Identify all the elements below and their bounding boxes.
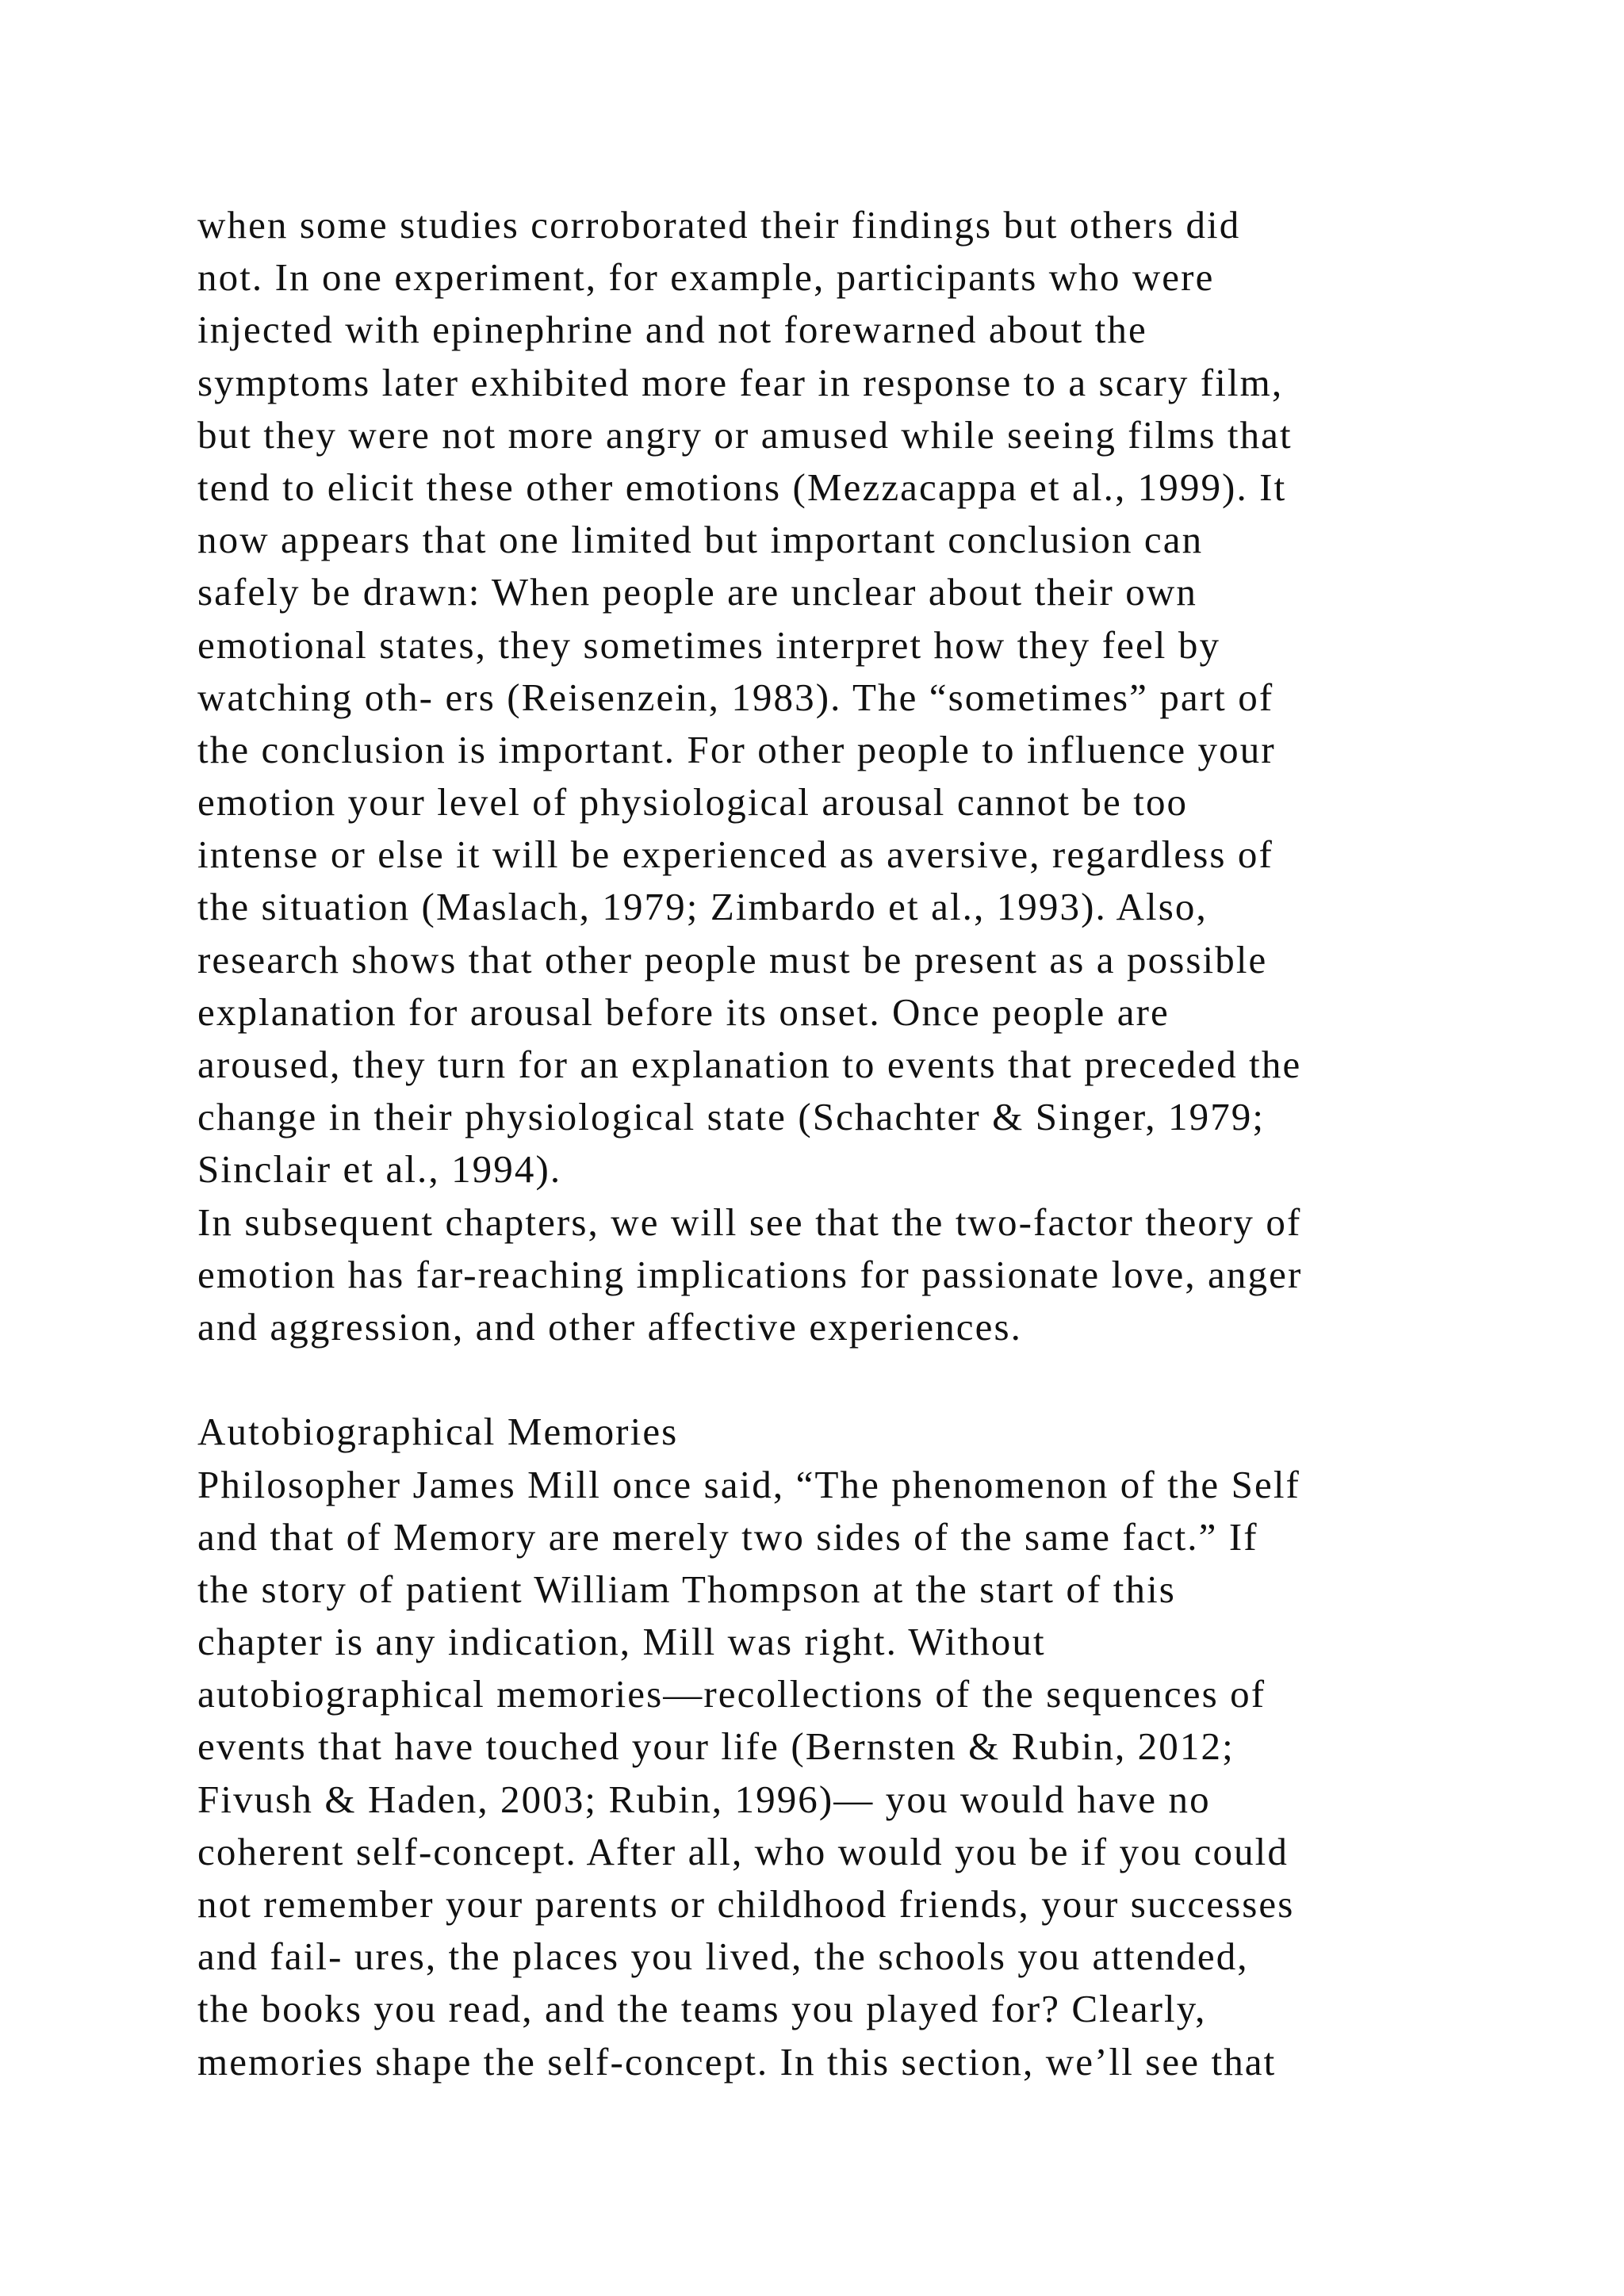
text-line: Sinclair et al., 1994). — [197, 1147, 562, 1192]
text-line: Philosopher James Mill once said, “The phenomenon of the Self — [197, 1462, 1300, 1506]
text-line: coherent self-concept. After all, who would you be if you could — [197, 1829, 1289, 1873]
paragraph-two-factor-conclusion — [197, 199, 1530, 1196]
text-line: Fivush & Haden, 2003; Rubin, 1996)— you would have no — [197, 1777, 1211, 1821]
text-line: and aggression, and other affective experiences. — [197, 1304, 1023, 1349]
text-line: chapter is any indication, Mill was right. Without — [197, 1620, 1046, 1664]
text-line: emotion your level of physiological arousal cannot be too — [197, 780, 1189, 825]
text-line: and that of Memory are merely two sides of the same fact.” If — [197, 1514, 1258, 1559]
text-line: now appears that one limited but important conclusion can — [197, 518, 1204, 562]
text-line: aroused, they turn for an explanation to events that preceded the — [197, 1043, 1302, 1086]
text-line: change in their physiological state (Schachter & Singer, 1979; — [197, 1095, 1266, 1139]
text-line: tend to elicit these other emotions (Mezzacappa et al., 1999). It — [197, 465, 1287, 509]
paragraph-subsequent-chapters — [197, 1196, 1530, 1354]
text-line: events that have touched your life (Bernsten & Rubin, 2012; — [197, 1724, 1235, 1769]
text-line: explanation for arousal before its onset. Once people are — [197, 989, 1170, 1034]
text-line: and fail- ures, the places you lived, the schools you attended, — [197, 1934, 1249, 1979]
text-line: the story of patient William Thompson at the start of this — [197, 1567, 1176, 1611]
section-heading: Autobiographical Memories — [197, 1410, 679, 1454]
text-line: In subsequent chapters, we will see that the two-factor theory of — [197, 1200, 1302, 1244]
text-line: injected with epinephrine and not forewarned about the — [197, 308, 1147, 352]
text-line: memories shape the self-concept. In this section, we’ll see that — [197, 2039, 1277, 2084]
text-line: but they were not more angry or amused while seeing films that — [197, 412, 1293, 457]
text-line: emotional states, they sometimes interpret how they feel by — [197, 622, 1221, 667]
text-line: when some studies corroborated their findings but others did — [197, 203, 1241, 247]
text-line: not remember your parents or childhood friends, your successes — [197, 1882, 1295, 1926]
section-autobiographical-memories — [197, 1406, 1530, 2087]
text-line: the books you read, and the teams you played for? Clearly, — [197, 1987, 1207, 2031]
paragraph-spacer — [197, 1353, 1530, 1406]
text-line: the situation (Maslach, 1979; Zimbardo et al., 1993). Also, — [197, 885, 1208, 929]
text-line: the conclusion is important. For other people to influence your — [197, 727, 1276, 771]
text-line: not. In one experiment, for example, participants who were — [197, 255, 1215, 300]
document-text — [197, 199, 1530, 2088]
text-line: research shows that other people must be present as a possible — [197, 937, 1268, 982]
text-line: autobiographical memories—recollections of the sequences of — [197, 1672, 1266, 1716]
text-line: safely be drawn: When people are unclear about their own — [197, 570, 1197, 614]
text-line: intense or else it will be experienced as aversive, regardless of — [197, 832, 1274, 877]
text-line: emotion has far-reaching implications for passionate love, anger — [197, 1252, 1303, 1296]
text-line: watching oth- ers (Reisenzein, 1983). The “sometimes” part of — [197, 675, 1274, 719]
text-line: symptoms later exhibited more fear in response to a scary film, — [197, 360, 1284, 404]
